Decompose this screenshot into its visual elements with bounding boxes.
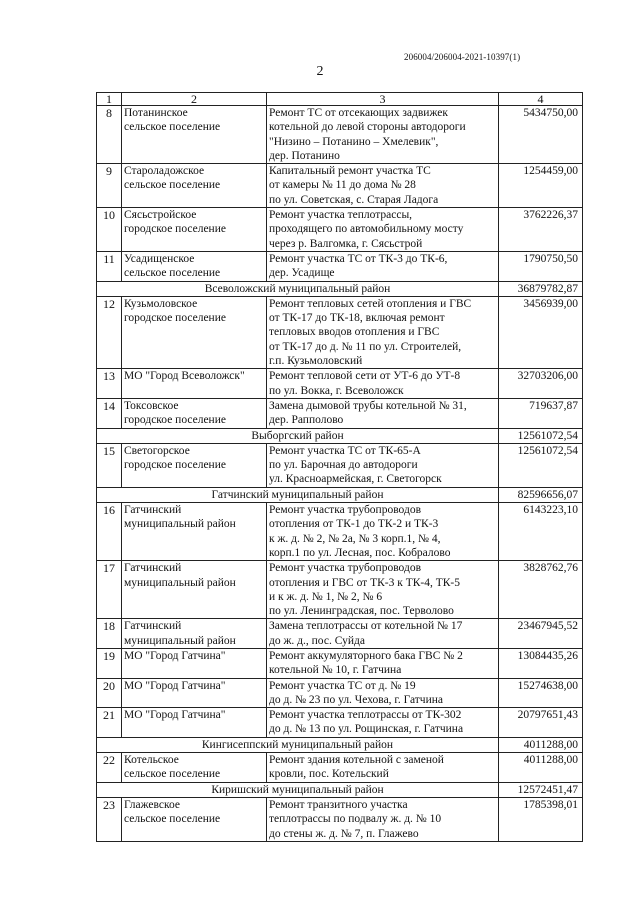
row-number: 22 (97, 753, 122, 783)
work-description: Ремонт тепловых сетей отопления и ГВС от ТК-17 до ТК-18, включая ремонт тепловых вводов отопления и ГВС от ТК-17 до д. № 11 по ул. Строителей, г.п. Кузьмоловский (267, 296, 499, 368)
district-amount: 12572451,47 (499, 782, 583, 797)
district-amount: 82596656,07 (499, 487, 583, 502)
amount-value: 23467945,52 (499, 619, 583, 649)
settlement-name: Котельское сельское поселение (122, 753, 267, 783)
row-number: 19 (97, 648, 122, 678)
district-subtotal-row (97, 737, 583, 752)
settlement-name: МО "Город Гатчина" (122, 708, 267, 738)
district-name: Гатчинский муниципальный район (97, 487, 499, 502)
row-number: 8 (97, 106, 122, 164)
settlement-name: Гатчинский муниципальный район (122, 619, 267, 649)
district-name: Киришский муниципальный район (97, 782, 499, 797)
table-row (97, 251, 583, 281)
amount-value: 1790750,50 (499, 251, 583, 281)
table-row (97, 443, 583, 487)
column-header: 1 (97, 93, 122, 106)
table-header-row (97, 93, 583, 106)
work-description: Замена дымовой трубы котельной № 31, дер. Рапполово (267, 398, 499, 428)
work-description: Ремонт участка ТС от д. № 19 до д. № 23 по ул. Чехова, г. Гатчина (267, 678, 499, 708)
settlement-name: Глажевское сельское поселение (122, 797, 267, 841)
table-row (97, 678, 583, 708)
row-number: 18 (97, 619, 122, 649)
table-row (97, 797, 583, 841)
work-description: Ремонт тепловой сети от УТ-6 до УТ-8 по ул. Вокка, г. Всеволожск (267, 369, 499, 399)
amount-value: 1254459,00 (499, 164, 583, 208)
amount-value: 3828762,76 (499, 561, 583, 619)
amount-value: 6143223,10 (499, 503, 583, 561)
table-row (97, 753, 583, 783)
district-amount: 12561072,54 (499, 428, 583, 443)
settlement-name: Гатчинский муниципальный район (122, 503, 267, 561)
program-table (96, 92, 583, 842)
row-number: 16 (97, 503, 122, 561)
amount-value: 20797651,43 (499, 708, 583, 738)
row-number: 9 (97, 164, 122, 208)
row-number: 11 (97, 251, 122, 281)
work-description: Ремонт аккумуляторного бака ГВС № 2 котельной № 10, г. Гатчина (267, 648, 499, 678)
district-name: Кингисеппский муниципальный район (97, 737, 499, 752)
table-row (97, 208, 583, 252)
work-description: Ремонт транзитного участка теплотрассы по подвалу ж. д. № 10 до стены ж. д. № 7, п. Глажево (267, 797, 499, 841)
column-header: 3 (267, 93, 499, 106)
work-description: Ремонт участка теплотрассы, проходящего по автомобильному мосту через р. Валгомка, г. Сясьстрой (267, 208, 499, 252)
table-row (97, 648, 583, 678)
settlement-name: МО "Город Гатчина" (122, 648, 267, 678)
table-row (97, 296, 583, 368)
page-number: 2 (316, 64, 324, 79)
row-number: 15 (97, 443, 122, 487)
table-row (97, 164, 583, 208)
amount-value: 32703206,00 (499, 369, 583, 399)
work-description: Капитальный ремонт участка ТС от камеры № 11 до дома № 28 по ул. Советская, с. Старая Ладога (267, 164, 499, 208)
row-number: 21 (97, 708, 122, 738)
row-number: 20 (97, 678, 122, 708)
row-number: 17 (97, 561, 122, 619)
work-description: Ремонт здания котельной с заменой кровли, пос. Котельский (267, 753, 499, 783)
district-subtotal-row (97, 428, 583, 443)
work-description: Ремонт участка ТС от ТК-3 до ТК-6, дер. Усадище (267, 251, 499, 281)
district-amount: 36879782,87 (499, 281, 583, 296)
settlement-name: Светогорское городское поселение (122, 443, 267, 487)
row-number: 12 (97, 296, 122, 368)
amount-value: 13084435,26 (499, 648, 583, 678)
table-row (97, 503, 583, 561)
amount-value: 3456939,00 (499, 296, 583, 368)
settlement-name: Кузьмоловское городское поселение (122, 296, 267, 368)
settlement-name: Потанинское сельское поселение (122, 106, 267, 164)
work-description: Ремонт участка трубопроводов отопления и ГВС от ТК-3 к ТК-4, ТК-5 и к ж. д. № 1, № 2, № 6 по ул. Ленинградская, пос. Терволово (267, 561, 499, 619)
work-description: Замена теплотрассы от котельной № 17 до ж. д., пос. Суйда (267, 619, 499, 649)
row-number: 13 (97, 369, 122, 399)
amount-value: 12561072,54 (499, 443, 583, 487)
table-row (97, 708, 583, 738)
column-header: 4 (499, 93, 583, 106)
table-row (97, 106, 583, 164)
row-number: 14 (97, 398, 122, 428)
district-subtotal-row (97, 281, 583, 296)
district-subtotal-row (97, 487, 583, 502)
settlement-name: Староладожское сельское поселение (122, 164, 267, 208)
work-description: Ремонт участка трубопроводов отопления от ТК-1 до ТК-2 и ТК-3 к ж. д. № 2, № 2а, № 3 корп.1, № 4, корп.1 по ул. Лесная, пос. Кобралово (267, 503, 499, 561)
amount-value: 4011288,00 (499, 753, 583, 783)
row-number: 23 (97, 797, 122, 841)
work-description: Ремонт участка ТС от ТК-65-А по ул. Барочная до автодороги ул. Красноармейская, г. Светогорск (267, 443, 499, 487)
amount-value: 15274638,00 (499, 678, 583, 708)
amount-value: 719637,87 (499, 398, 583, 428)
settlement-name: МО "Город Гатчина" (122, 678, 267, 708)
settlement-name: Токсовское городское поселение (122, 398, 267, 428)
district-amount: 4011288,00 (499, 737, 583, 752)
district-name: Всеволожский муниципальный район (97, 281, 499, 296)
table-row (97, 369, 583, 399)
amount-value: 1785398,01 (499, 797, 583, 841)
settlement-name: МО "Город Всеволожск" (122, 369, 267, 399)
column-header: 2 (122, 93, 267, 106)
amount-value: 5434750,00 (499, 106, 583, 164)
amount-value: 3762226,37 (499, 208, 583, 252)
district-name: Выборгский район (97, 428, 499, 443)
table-body (97, 106, 583, 842)
document-id: 206004/206004-2021-10397(1) (404, 52, 521, 62)
table-row (97, 398, 583, 428)
work-description: Ремонт ТС от отсекающих задвижек котельной до левой стороны автодороги "Низино – Потанино – Хмелевик", дер. Потанино (267, 106, 499, 164)
settlement-name: Сясьстройское городское поселение (122, 208, 267, 252)
table-row (97, 619, 583, 649)
settlement-name: Усадищенское сельское поселение (122, 251, 267, 281)
work-description: Ремонт участка теплотрассы от ТК-302 до д. № 13 по ул. Рощинская, г. Гатчина (267, 708, 499, 738)
settlement-name: Гатчинский муниципальный район (122, 561, 267, 619)
district-subtotal-row (97, 782, 583, 797)
row-number: 10 (97, 208, 122, 252)
table-row (97, 561, 583, 619)
